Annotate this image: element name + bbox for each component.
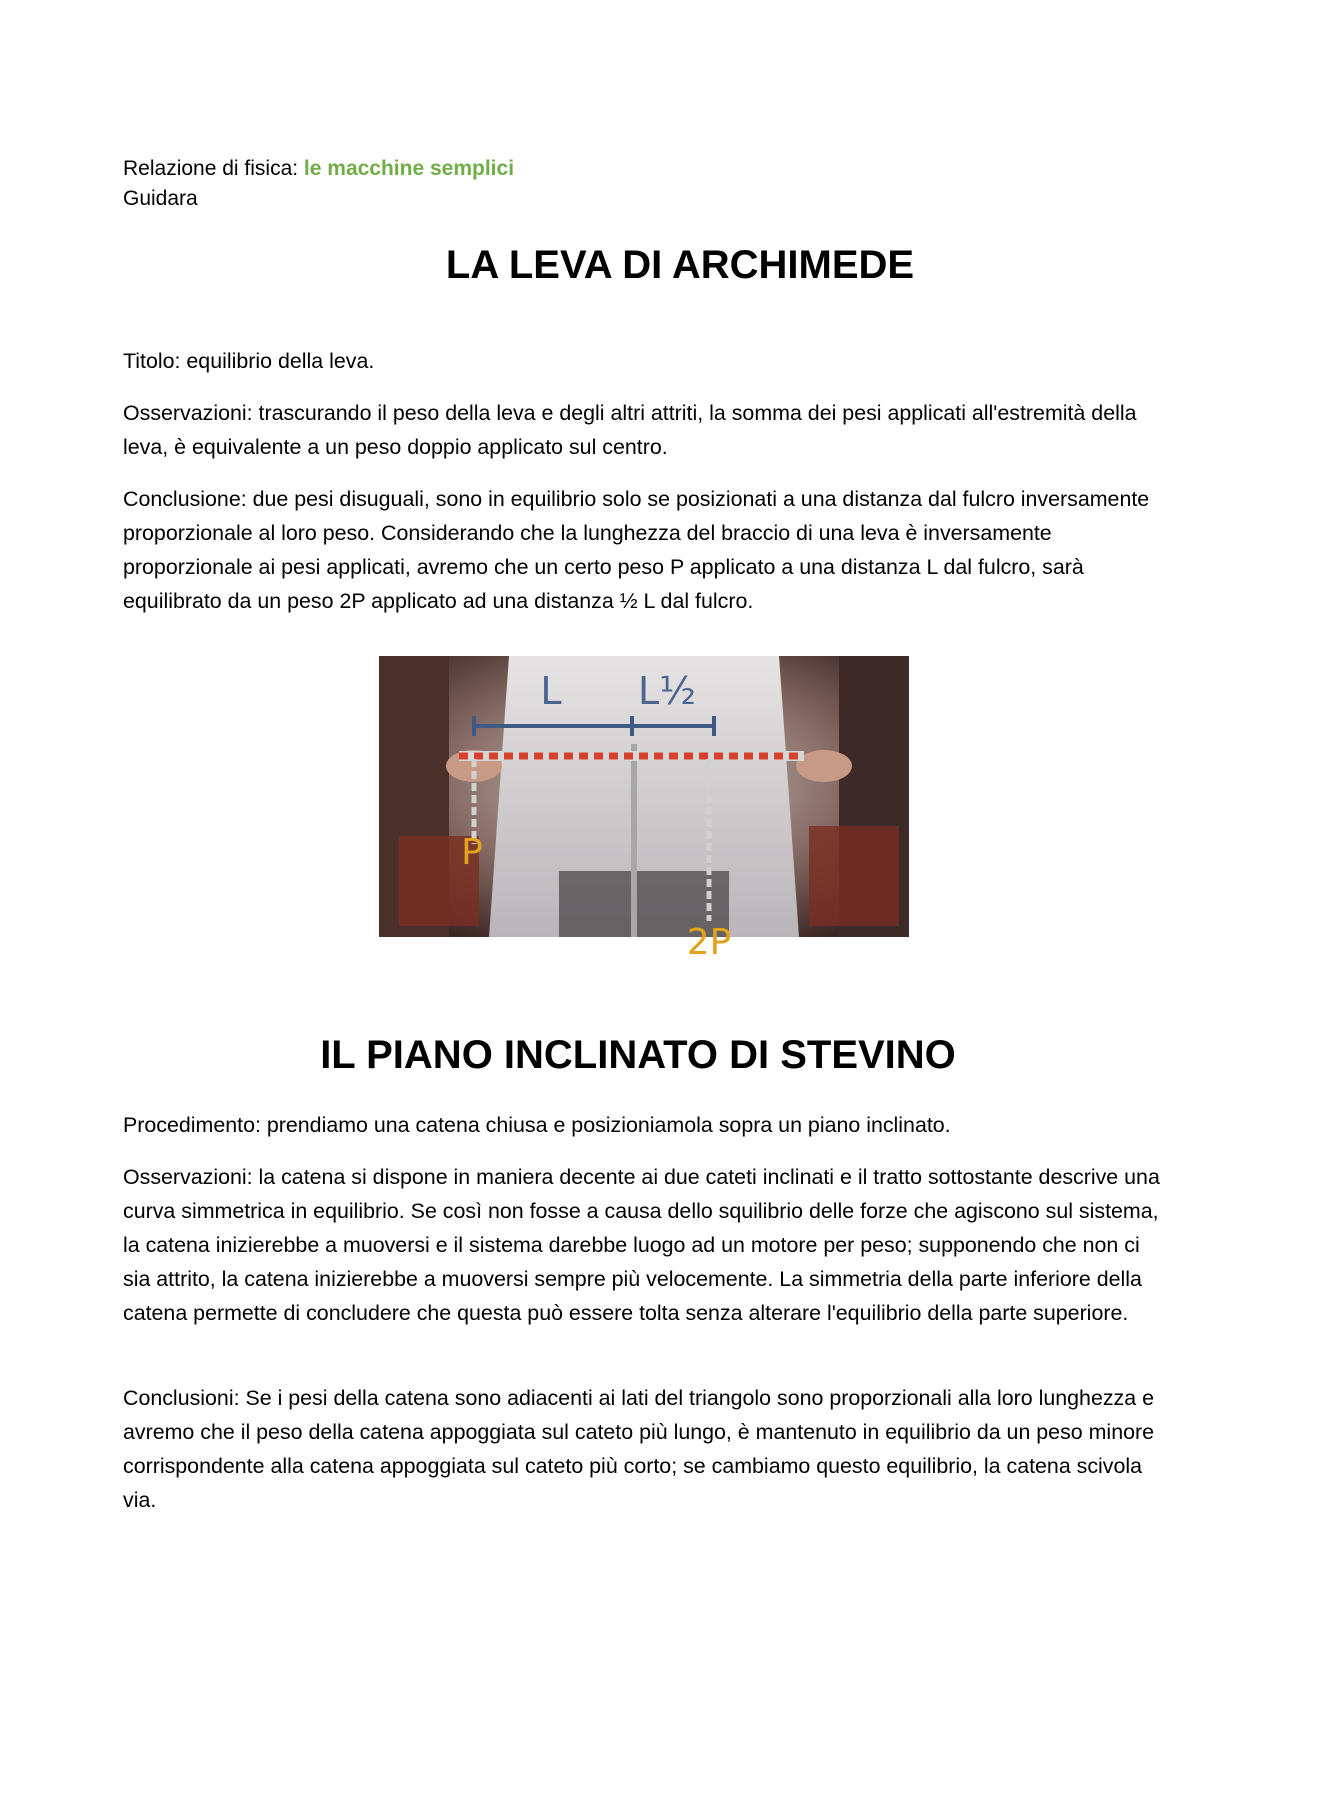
label-l: L	[540, 669, 562, 713]
section-title-leva: LA LEVA DI ARCHIMEDE	[445, 243, 915, 287]
paragraph-osservazioni-piano: Osservazioni: la catena si dispone in maniera decente ai due cateti inclinati e il tratto sottostante descrive una curva simmetrica in equilibrio. Se così non fosse a causa dello squilibrio delle forze che agiscono sul sistema, la catena inizierebbe a muoversi e il sistema darebbe luogo ad un motore per peso; supponendo che non ci sia attrito, la catena inizierebbe a muoversi sempre più velocemente. La simmetria della parte inferiore della catena permette di concludere che questa può essere tolta senza alterare l'equilibrio della parte superiore.	[123, 1165, 1160, 1325]
section-title-piano: IL PIANO INCLINATO DI STEVINO	[320, 1033, 956, 1077]
report-topic: le macchine semplici	[303, 157, 515, 180]
paragraph-osservazioni-leva: Osservazioni: trascurando il peso della leva e degli altri attriti, la somma dei pesi applicati all'estremità della leva, è equivalente a un peso doppio applicato sul centro.	[123, 401, 1137, 459]
report-prefix: Relazione di fisica:	[123, 157, 304, 180]
paragraph-procedimento: Procedimento: prendiamo una catena chiusa e posizioniamola sopra un piano inclinato.	[123, 1113, 951, 1137]
label-weight-2p: 2P	[686, 922, 732, 963]
label-l-half: L½	[637, 669, 697, 713]
paragraph-titolo: Titolo: equilibrio della leva.	[123, 349, 375, 373]
paragraph-conclusione-leva: Conclusione: due pesi disuguali, sono in equilibrio solo se posizionati a una distanza dal fulcro inversamente proporzionale al loro peso. Considerando che la lunghezza del braccio di una leva è inversamente proporzionale ai pesi applicati, avremo che un certo peso P applicato a una distanza L dal fulcro, sarà equilibrato da un peso 2P applicato ad una distanza ½ L dal fulcro.	[123, 487, 1150, 613]
label-weight-p: P	[461, 832, 483, 873]
author-name: Guidara	[123, 187, 198, 210]
paragraph-conclusioni-piano: Conclusioni: Se i pesi della catena sono adiacenti ai lati del triangolo sono proporzionali alla loro lunghezza e avremo che il peso della catena appoggiata sul cateto più lungo, è mantenuto in equilibrio da un peso minore corrispondente alla catena appoggiata sul cateto più corto; se cambiamo questo equilibrio, la catena scivola via.	[123, 1386, 1155, 1512]
lever-figure	[379, 656, 909, 963]
report-header	[123, 154, 514, 184]
